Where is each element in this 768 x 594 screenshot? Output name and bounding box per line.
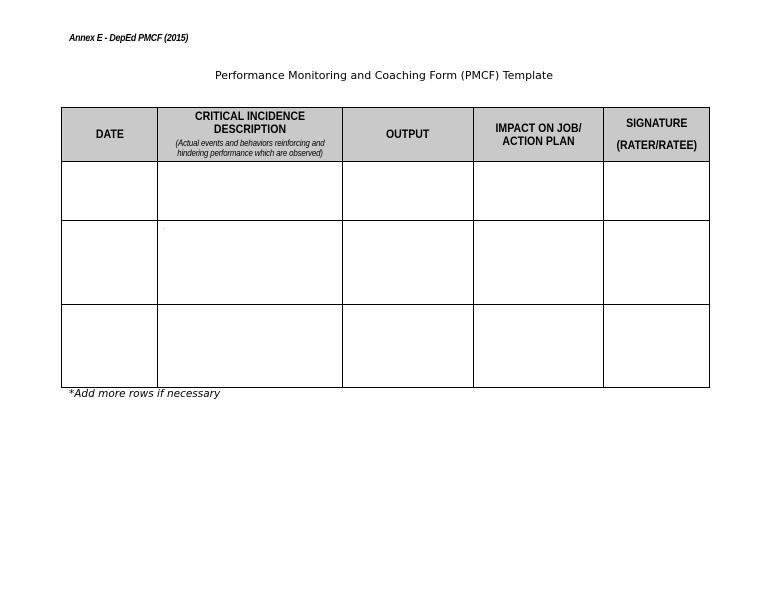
header-signature-roles: (RATER/RATEE): [616, 138, 697, 152]
cell-impact[interactable]: [474, 305, 604, 388]
cell-date[interactable]: [62, 162, 158, 221]
cell-critical-incidence[interactable]: [158, 221, 343, 305]
header-output: OUTPUT: [343, 108, 474, 162]
table-row: [62, 221, 710, 305]
stray-mark: .: [163, 225, 165, 231]
table-header-row: [62, 108, 710, 162]
header-critical-incidence-title: CRITICAL INCIDENCE DESCRIPTION: [194, 109, 306, 136]
cell-signature[interactable]: [604, 305, 710, 388]
cell-date[interactable]: [62, 305, 158, 388]
cell-signature[interactable]: [604, 221, 710, 305]
header-date: DATE: [62, 108, 158, 162]
cell-output[interactable]: [343, 305, 474, 388]
table-row: [62, 305, 710, 388]
header-signature: [604, 108, 710, 162]
cell-impact[interactable]: [474, 221, 604, 305]
pmcf-table: [61, 107, 710, 388]
header-impact: IMPACT ON JOB/ ACTION PLAN: [474, 108, 604, 162]
header-critical-incidence: [158, 108, 343, 162]
footnote: *Add more rows if necessary: [69, 388, 221, 400]
header-signature-title: SIGNATURE: [625, 116, 688, 130]
form-title: Performance Monitoring and Coaching Form (PMCF) Template: [214, 69, 553, 82]
cell-date[interactable]: [62, 221, 158, 305]
cell-critical-incidence[interactable]: [158, 305, 343, 388]
header-critical-incidence-note: (Actual events and behaviors reinforcing and hindering performance which are observed): [175, 138, 325, 158]
cell-impact[interactable]: [474, 162, 604, 221]
cell-output[interactable]: [343, 162, 474, 221]
cell-signature[interactable]: [604, 162, 710, 221]
cell-critical-incidence[interactable]: [158, 162, 343, 221]
cell-output[interactable]: [343, 221, 474, 305]
annex-label: Annex E - DepEd PMCF (2015): [69, 33, 189, 44]
table-row: [62, 162, 710, 221]
